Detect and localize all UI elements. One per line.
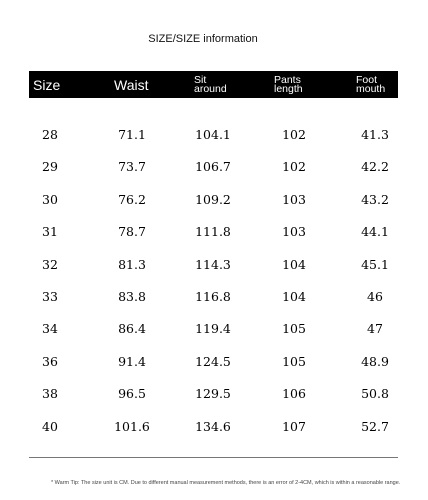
cell-pants-length: 104 [282, 257, 306, 272]
cell-pants-length: 104 [282, 289, 306, 304]
table-row [29, 289, 398, 309]
cell-waist: 81.3 [118, 257, 146, 272]
table-row [29, 419, 398, 439]
cell-size: 28 [42, 127, 58, 142]
page-title: SIZE/SIZE information [148, 33, 258, 45]
table-row [29, 192, 398, 212]
cell-waist: 71.1 [118, 127, 146, 142]
cell-size: 36 [42, 354, 58, 369]
cell-pants-length: 105 [282, 321, 306, 336]
cell-sit-around: 119.4 [195, 321, 231, 336]
cell-sit-around: 134.6 [195, 419, 231, 434]
table-row [29, 257, 398, 277]
header-size: Size [33, 76, 61, 93]
cell-sit-around: 129.5 [195, 386, 231, 401]
cell-foot-mouth: 48.9 [361, 354, 389, 369]
cell-size: 29 [42, 159, 58, 174]
cell-sit-around: 104.1 [195, 127, 231, 142]
cell-foot-mouth: 50.8 [361, 386, 389, 401]
cell-sit-around: 109.2 [195, 192, 231, 207]
cell-foot-mouth: 45.1 [361, 257, 389, 272]
cell-pants-length: 107 [282, 419, 306, 434]
size-table-header [29, 71, 398, 98]
header-foot-mouth [356, 71, 385, 98]
cell-waist: 86.4 [118, 321, 146, 336]
warm-tip-note: * Warm Tip: The size unit is CM. Due to different manual measurement methods, there is an error of 2-4CM, which is within a reasonable range. [51, 480, 401, 486]
table-row [29, 159, 398, 179]
cell-foot-mouth: 46 [367, 289, 383, 304]
header-foot-line2: mouth [356, 82, 386, 95]
cell-pants-length: 102 [282, 159, 306, 174]
cell-sit-around: 111.8 [195, 224, 231, 239]
cell-waist: 73.7 [118, 159, 146, 174]
cell-foot-mouth: 52.7 [361, 419, 389, 434]
header-pants-line2: length [274, 82, 303, 95]
cell-size: 34 [42, 321, 58, 336]
footer-divider [29, 457, 398, 458]
table-row [29, 127, 398, 147]
cell-pants-length: 102 [282, 127, 306, 142]
cell-waist: 101.6 [114, 419, 150, 434]
cell-sit-around: 114.3 [195, 257, 231, 272]
cell-size: 38 [42, 386, 58, 401]
cell-size: 31 [42, 224, 58, 239]
header-sit-line1: Sit [194, 73, 207, 86]
cell-sit-around: 124.5 [195, 354, 231, 369]
cell-size: 32 [42, 257, 58, 272]
header-pants-length [274, 71, 303, 98]
cell-sit-around: 116.8 [195, 289, 231, 304]
cell-pants-length: 103 [282, 224, 306, 239]
cell-waist: 76.2 [118, 192, 146, 207]
cell-sit-around: 106.7 [195, 159, 231, 174]
cell-foot-mouth: 44.1 [361, 224, 389, 239]
cell-pants-length: 106 [282, 386, 306, 401]
table-row [29, 354, 398, 374]
cell-pants-length: 105 [282, 354, 306, 369]
cell-waist: 78.7 [118, 224, 146, 239]
cell-waist: 91.4 [118, 354, 146, 369]
header-waist: Waist [114, 76, 149, 93]
table-row [29, 224, 398, 244]
cell-pants-length: 103 [282, 192, 306, 207]
cell-foot-mouth: 42.2 [361, 159, 389, 174]
cell-size: 30 [42, 192, 58, 207]
header-sit-around [194, 71, 227, 98]
table-row [29, 386, 398, 406]
header-sit-line2: around [194, 82, 227, 95]
header-foot-line1: Foot [356, 73, 378, 86]
cell-size: 33 [42, 289, 58, 304]
cell-foot-mouth: 41.3 [361, 127, 389, 142]
cell-size: 40 [42, 419, 58, 434]
cell-foot-mouth: 47 [367, 321, 383, 336]
cell-waist: 83.8 [118, 289, 146, 304]
cell-waist: 96.5 [118, 386, 146, 401]
header-pants-line1: Pants [274, 73, 301, 86]
cell-foot-mouth: 43.2 [361, 192, 389, 207]
table-row [29, 321, 398, 341]
